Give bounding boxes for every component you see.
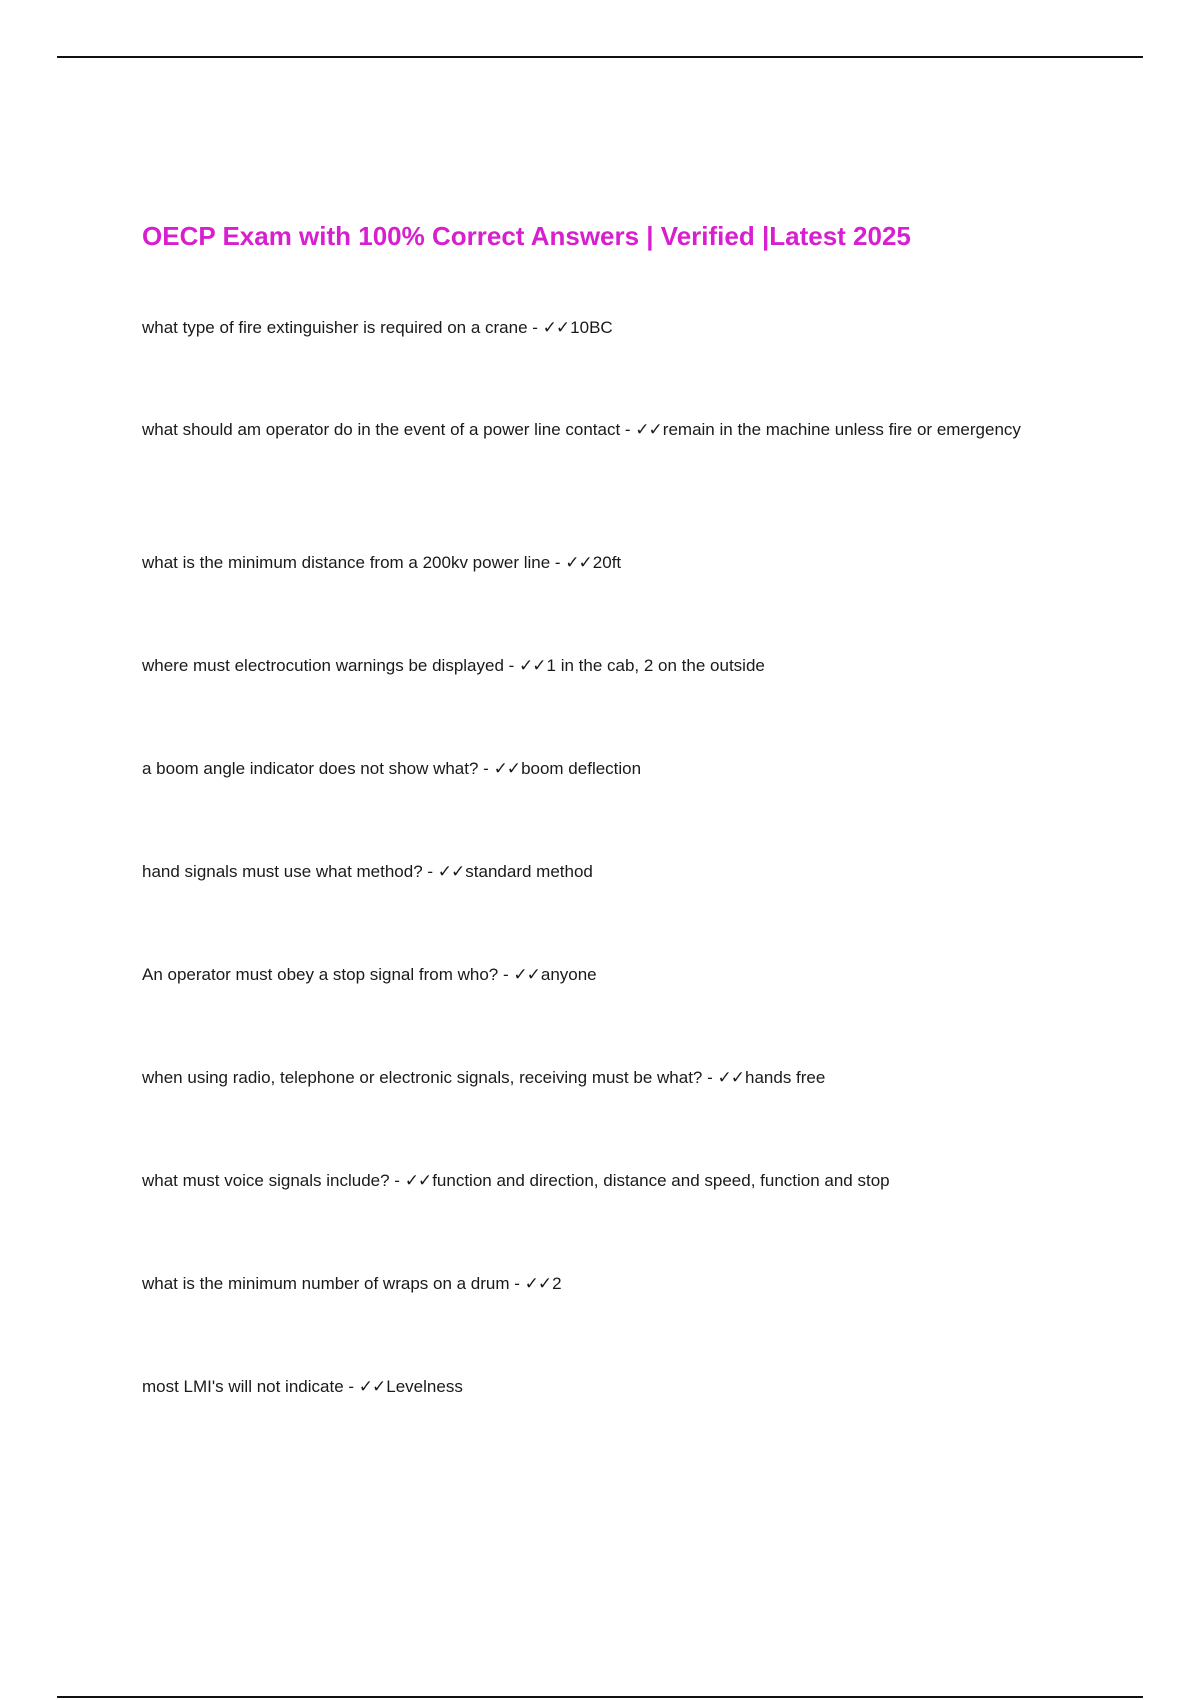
question-text: An operator must obey a stop signal from who? [142, 965, 499, 984]
separator: - [498, 965, 514, 984]
question-text: what is the minimum distance from a 200kv power line [142, 553, 551, 572]
double-check-icon: ✓✓ [565, 553, 592, 573]
document-title: OECP Exam with 100% Correct Answers | Verified |Latest 2025 [142, 221, 911, 251]
question-text: when using radio, telephone or electronic signals, receiving must be what? [142, 1068, 703, 1087]
qa-item-4 [142, 650, 1052, 682]
question-text: what must voice signals include? [142, 1171, 390, 1190]
footer-rule [57, 1696, 1143, 1698]
qa-item-6 [142, 856, 1052, 888]
header-rule [57, 56, 1143, 58]
separator: - [527, 318, 543, 337]
double-check-icon: ✓✓ [513, 965, 540, 985]
double-check-icon: ✓✓ [524, 1274, 552, 1294]
separator: - [389, 1171, 405, 1190]
question-text: what should am operator do in the event of a power line contact [142, 420, 621, 439]
answer-text: remain in the machine unless fire or emergency [662, 420, 1021, 439]
answer-text: anyone [540, 965, 597, 984]
qa-item-2 [142, 414, 1052, 446]
qa-item-11 [142, 1371, 1052, 1403]
answer-text: hands free [745, 1068, 826, 1087]
question-text: what type of fire extinguisher is required on a crane [142, 318, 528, 337]
qa-item-5 [142, 753, 1052, 785]
question-text: where must electrocution warnings be displayed [142, 656, 504, 675]
answer-text: Levelness [386, 1377, 463, 1396]
qa-item-3 [142, 547, 1052, 579]
qa-item-10 [142, 1268, 1052, 1300]
double-check-icon: ✓✓ [404, 1171, 432, 1191]
separator: - [550, 553, 566, 572]
double-check-icon: ✓✓ [519, 656, 546, 676]
double-check-icon: ✓✓ [635, 420, 662, 440]
answer-text: 10BC [570, 318, 613, 337]
answer-text: 1 in the cab, 2 on the outside [546, 656, 765, 675]
separator: - [509, 1274, 525, 1293]
qa-item-8 [142, 1062, 1052, 1094]
question-text: a boom angle indicator does not show what? [142, 759, 479, 778]
qa-item-9 [142, 1165, 1052, 1197]
separator: - [422, 862, 438, 881]
separator: - [343, 1377, 359, 1396]
separator: - [478, 759, 494, 778]
double-check-icon: ✓✓ [542, 318, 570, 338]
double-check-icon: ✓✓ [437, 862, 465, 882]
question-text: most LMI's will not indicate [142, 1377, 344, 1396]
answer-text: function and direction, distance and speed, function and stop [432, 1171, 890, 1190]
separator: - [620, 420, 636, 439]
answer-text: boom deflection [521, 759, 642, 778]
separator: - [503, 656, 520, 675]
double-check-icon: ✓✓ [493, 759, 521, 779]
question-text: what is the minimum number of wraps on a drum [142, 1274, 510, 1293]
separator: - [702, 1068, 718, 1087]
double-check-icon: ✓✓ [358, 1377, 386, 1397]
answer-text: standard method [465, 862, 593, 881]
answer-text: 20ft [592, 553, 622, 572]
double-check-icon: ✓✓ [717, 1068, 744, 1088]
question-text: hand signals must use what method? [142, 862, 423, 881]
qa-item-7 [142, 959, 1052, 991]
answer-text: 2 [552, 1274, 562, 1293]
qa-item-1 [142, 312, 1052, 344]
